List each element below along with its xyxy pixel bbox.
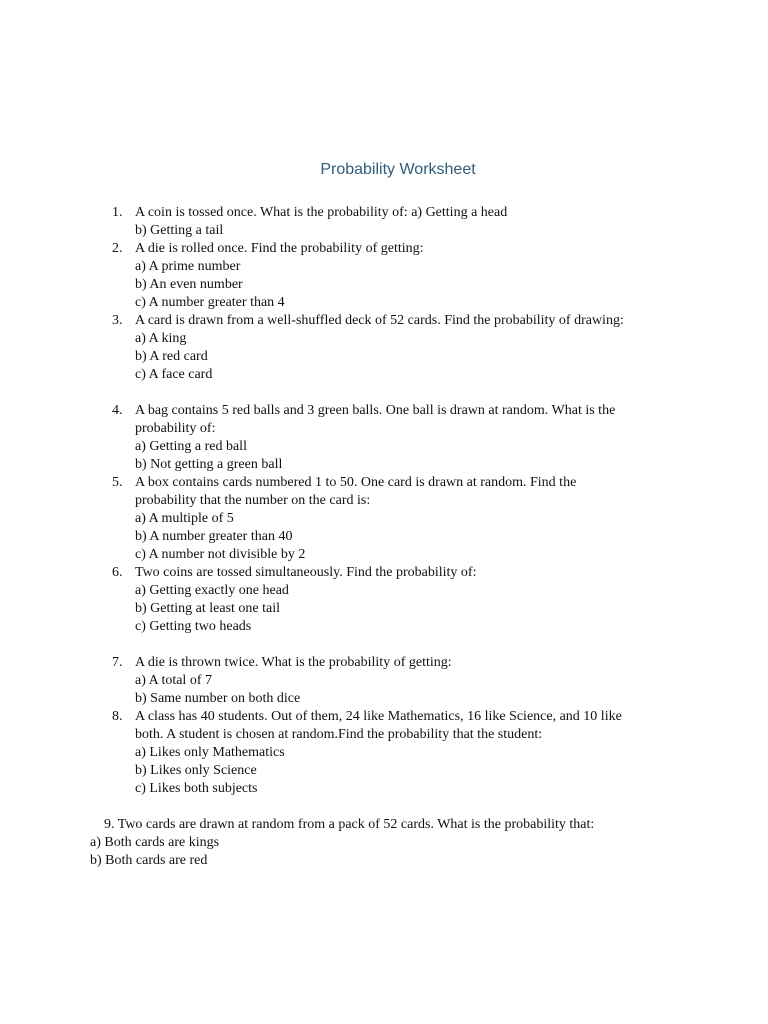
question-option: a) Getting exactly one head: [135, 583, 289, 598]
question-option: a) Likes only Mathematics: [135, 745, 285, 760]
question-text: A card is drawn from a well-shuffled deck of 52 cards. Find the probability of drawing:: [135, 313, 624, 328]
question-text: Two coins are tossed simultaneously. Find the probability of:: [135, 565, 477, 580]
question-option: b) Not getting a green ball: [135, 457, 283, 472]
question-number: 4.: [112, 403, 123, 418]
question-list: [0, 204, 768, 870]
question-7: [0, 654, 768, 708]
question-number: 8.: [112, 709, 123, 724]
question-option: c) A face card: [135, 367, 213, 382]
question-option: b) A red card: [135, 349, 208, 364]
question-text: A die is thrown twice. What is the probability of getting:: [135, 655, 452, 670]
question-option: b) Getting at least one tail: [135, 601, 281, 616]
question-text-continued: probability that the number on the card is:: [135, 493, 371, 508]
question-option: c) Getting two heads: [135, 619, 252, 634]
question-option: c) A number not divisible by 2: [135, 547, 306, 562]
question-number: 3.: [112, 313, 123, 328]
question-option: a) Both cards are kings: [90, 835, 220, 850]
question-option: c) Likes both subjects: [135, 781, 258, 796]
question-number: 1.: [112, 205, 123, 220]
question-number: 5.: [112, 475, 123, 490]
question-5: [0, 474, 768, 564]
question-text: A bag contains 5 red balls and 3 green balls. One ball is drawn at random. What is the: [135, 403, 616, 418]
question-option: a) A king: [135, 331, 187, 346]
question-option: b) Same number on both dice: [135, 691, 301, 706]
question-8: [0, 708, 768, 798]
question-number: 6.: [112, 565, 123, 580]
question-3: [0, 312, 768, 384]
question-number: 2.: [112, 241, 123, 256]
question-text: A box contains cards numbered 1 to 50. One card is drawn at random. Find the: [135, 475, 577, 490]
question-text: 9. Two cards are drawn at random from a pack of 52 cards. What is the probability that:: [104, 817, 595, 832]
question-option: b) Likes only Science: [135, 763, 257, 778]
question-option: b) A number greater than 40: [135, 529, 293, 544]
question-2: [0, 240, 768, 312]
question-6: [0, 564, 768, 636]
question-option: b) Both cards are red: [90, 853, 208, 868]
question-4: [0, 402, 768, 474]
question-text: A coin is tossed once. What is the probability of: a) Getting a head: [135, 205, 508, 220]
question-option: b) Getting a tail: [135, 223, 224, 238]
question-option: a) A prime number: [135, 259, 241, 274]
question-text-continued: probability of:: [135, 421, 216, 436]
question-text: A die is rolled once. Find the probability of getting:: [135, 241, 424, 256]
question-number: 7.: [112, 655, 123, 670]
question-text-continued: both. A student is chosen at random.Find the probability that the student:: [135, 727, 543, 742]
question-9: [0, 816, 768, 870]
page-title: Probability Worksheet: [320, 161, 476, 178]
question-option: a) Getting a red ball: [135, 439, 247, 454]
question-option: c) A number greater than 4: [135, 295, 285, 310]
question-option: b) An even number: [135, 277, 243, 292]
question-text: A class has 40 students. Out of them, 24 like Mathematics, 16 like Science, and 10 like: [135, 709, 622, 724]
question-option: a) A multiple of 5: [135, 511, 234, 526]
question-option: a) A total of 7: [135, 673, 212, 688]
question-1: [0, 204, 768, 240]
